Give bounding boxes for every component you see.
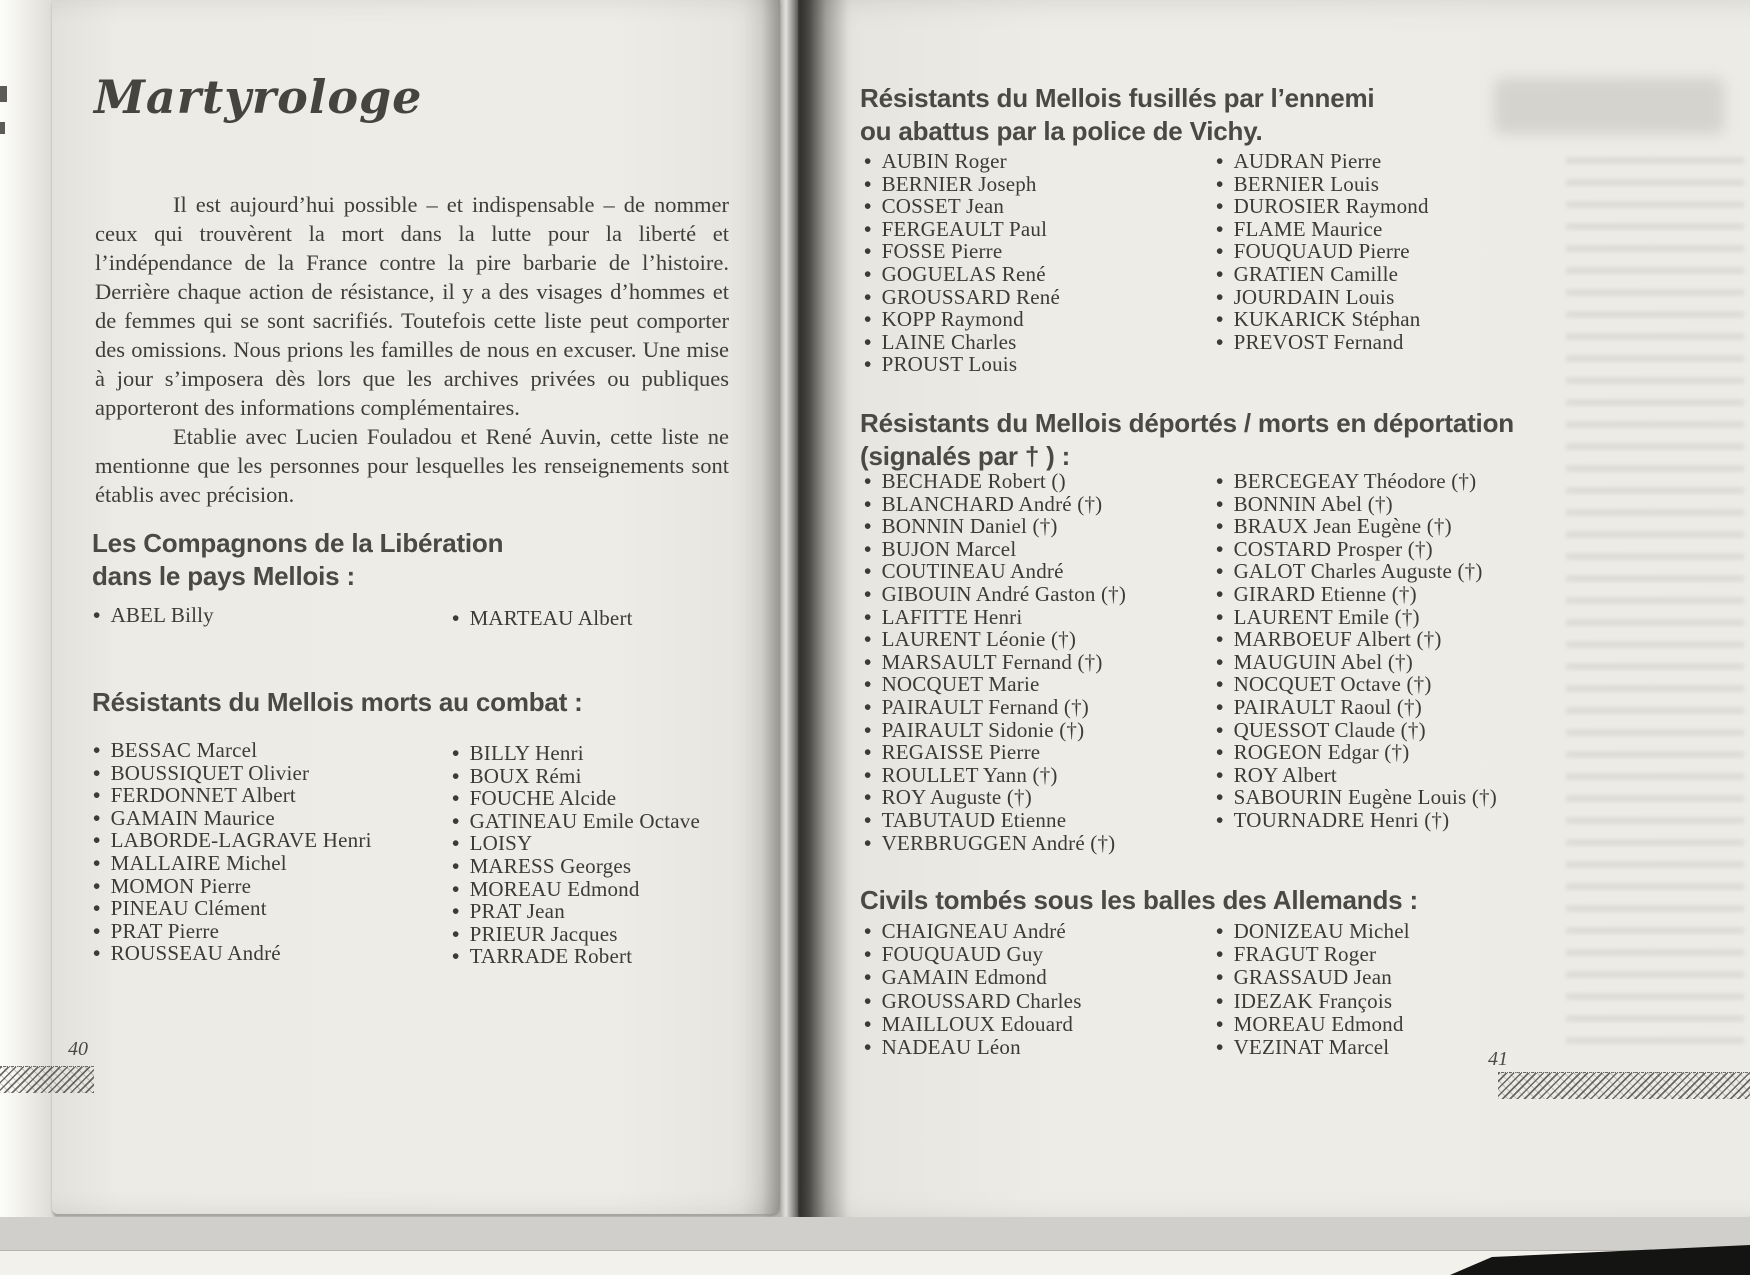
bullet-icon: •	[1216, 672, 1224, 697]
page-number-right: 41	[1488, 1048, 1508, 1070]
person-list-item	[1216, 651, 1497, 674]
bullet-icon: •	[452, 741, 460, 765]
person-list-item	[864, 741, 1126, 764]
person-list-item	[452, 900, 700, 923]
bullet-icon: •	[1216, 604, 1224, 629]
bullet-icon: •	[1216, 942, 1224, 967]
person-name: DONIZEAU Michel	[1233, 919, 1410, 943]
person-name: COSTARD Prosper (†)	[1233, 536, 1433, 561]
bullet-icon: •	[1216, 469, 1224, 493]
bullet-icon: •	[1216, 329, 1224, 354]
bullet-icon: •	[1216, 307, 1224, 332]
person-list-item	[93, 875, 372, 898]
bullet-icon: •	[1216, 627, 1224, 652]
person-list-item	[864, 583, 1126, 606]
person-name: FERGEAULT Paul	[881, 216, 1048, 241]
person-list-item	[452, 787, 700, 810]
decorative-hatch-band-left	[0, 1066, 94, 1093]
bullet-icon: •	[1216, 171, 1224, 196]
person-name: GRASSAUD Jean	[1233, 965, 1392, 990]
bullet-icon: •	[864, 194, 872, 219]
bullet-icon: •	[93, 918, 101, 943]
person-name: FOUQUAUD Pierre	[1233, 239, 1410, 264]
person-list-item	[93, 807, 372, 830]
person-list-item	[93, 897, 372, 920]
bullet-icon: •	[1216, 536, 1224, 561]
person-list-item	[864, 218, 1060, 241]
bullet-icon: •	[864, 988, 872, 1013]
bullet-icon: •	[1216, 785, 1224, 810]
person-list-item	[864, 150, 1060, 173]
bullet-icon: •	[864, 559, 872, 584]
bullet-icon: •	[1216, 717, 1224, 742]
bullet-icon: •	[452, 921, 460, 946]
name-list-fusilles-col1	[864, 150, 1060, 376]
person-list-item	[1216, 583, 1497, 606]
bullet-icon: •	[93, 805, 101, 830]
person-list-item	[452, 810, 700, 833]
person-name: KOPP Raymond	[881, 307, 1024, 332]
person-list-item	[864, 538, 1126, 561]
person-list-item	[1216, 308, 1429, 331]
section-heading-compagnons: Les Compagnons de la Libération dans le pays Mellois :	[92, 528, 504, 591]
person-name: PRAT Jean	[469, 899, 565, 924]
person-name: ROGEON Edgar (†)	[1233, 740, 1410, 765]
edge-mark	[0, 122, 5, 134]
person-name: GROUSSARD Charles	[881, 988, 1082, 1013]
person-list-item	[864, 920, 1082, 943]
bullet-icon: •	[1216, 261, 1224, 286]
person-name: LAURENT Emile (†)	[1233, 604, 1420, 629]
bullet-icon: •	[1216, 807, 1224, 832]
person-list-item	[864, 173, 1060, 196]
person-list-item	[864, 651, 1126, 674]
person-name: BRAUX Jean Eugène (†)	[1233, 514, 1452, 539]
bullet-icon: •	[864, 261, 872, 286]
person-list-item	[93, 762, 372, 785]
person-name: BERNIER Joseph	[881, 171, 1037, 196]
person-list-item	[864, 195, 1060, 218]
person-name: MOMON Pierre	[110, 873, 252, 898]
bullet-icon: •	[864, 965, 872, 990]
bullet-icon: •	[93, 896, 101, 921]
bullet-icon: •	[864, 239, 872, 264]
person-list-item	[93, 942, 372, 965]
bullet-icon: •	[864, 627, 872, 652]
person-list-item	[1216, 331, 1429, 354]
person-name: MAUGUIN Abel (†)	[1233, 649, 1413, 674]
bullet-icon: •	[452, 944, 460, 969]
person-name: AUBIN Roger	[881, 149, 1007, 173]
bullet-icon: •	[1216, 1035, 1224, 1060]
name-list-civils-col1	[864, 920, 1082, 1059]
bleed-through-ghost-heading	[1494, 78, 1724, 134]
person-list-item	[864, 990, 1082, 1013]
bullet-icon: •	[864, 149, 872, 173]
person-list-item	[864, 606, 1126, 629]
bullet-icon: •	[864, 649, 872, 674]
bullet-icon: •	[864, 604, 872, 629]
bullet-icon: •	[864, 1035, 872, 1060]
person-name: LAURENT Léonie (†)	[881, 627, 1077, 652]
person-name: AUDRAN Pierre	[1233, 149, 1382, 173]
person-list-item	[1216, 764, 1497, 787]
person-list-item	[452, 832, 700, 855]
bullet-icon: •	[864, 329, 872, 354]
person-name: PAIRAULT Sidonie (†)	[881, 717, 1085, 742]
person-list-item	[452, 878, 700, 901]
person-name: COSSET Jean	[881, 194, 1005, 219]
person-name: NOCQUET Octave (†)	[1233, 672, 1432, 697]
person-list-item	[1216, 195, 1429, 218]
person-name: SABOURIN Eugène Louis (†)	[1233, 785, 1497, 810]
person-list-item	[864, 493, 1126, 516]
person-name: ABEL Billy	[110, 603, 214, 627]
person-list-item	[864, 696, 1126, 719]
section-heading-fusilles: Résistants du Mellois fusillés par l’ennemi ou abattus par la police de Vichy.	[860, 83, 1375, 146]
person-list-item	[1216, 943, 1410, 966]
person-name: BILLY Henri	[469, 741, 584, 765]
bullet-icon: •	[93, 828, 101, 853]
person-list-item	[93, 739, 372, 762]
person-name: MARTEAU Albert	[469, 606, 633, 630]
person-list-item	[1216, 240, 1429, 263]
person-list-item	[864, 966, 1082, 989]
page-title: Martyrologe	[94, 70, 423, 124]
bullet-icon: •	[93, 941, 101, 966]
bullet-icon: •	[864, 785, 872, 810]
bullet-icon: •	[93, 873, 101, 898]
bullet-icon: •	[452, 853, 460, 878]
person-name: GAMAIN Maurice	[110, 805, 275, 830]
person-list-item	[93, 829, 372, 852]
person-name: CHAIGNEAU André	[881, 919, 1066, 943]
person-name: BERCEGEAY Théodore (†)	[1233, 469, 1477, 493]
person-name: ROY Auguste (†)	[881, 785, 1032, 810]
person-name: BERNIER Louis	[1233, 171, 1380, 196]
bullet-icon: •	[864, 740, 872, 765]
bullet-icon: •	[864, 807, 872, 832]
person-list-item	[864, 308, 1060, 331]
person-list-item	[864, 719, 1126, 742]
bullet-icon: •	[864, 942, 872, 967]
person-list-item	[452, 765, 700, 788]
person-name: GROUSSARD René	[881, 284, 1060, 309]
person-name: JOURDAIN Louis	[1233, 284, 1395, 309]
person-name: MOREAU Edmond	[1233, 1011, 1404, 1036]
person-name: BONNIN Abel (†)	[1233, 491, 1393, 516]
person-list-item	[864, 943, 1082, 966]
person-list-item	[1216, 719, 1497, 742]
person-name: MAILLOUX Edouard	[881, 1011, 1074, 1036]
person-name: VEZINAT Marcel	[1233, 1035, 1390, 1060]
person-list-item	[1216, 470, 1497, 493]
person-name: PRIEUR Jacques	[469, 921, 618, 946]
bullet-icon: •	[864, 171, 872, 196]
person-name: PREVOST Fernand	[1233, 329, 1404, 354]
page-number-left: 40	[68, 1038, 88, 1060]
person-list-item	[864, 515, 1126, 538]
person-name: NOCQUET Marie	[881, 672, 1040, 697]
person-name: FERDONNET Albert	[110, 783, 296, 808]
person-name: NADEAU Léon	[881, 1035, 1021, 1060]
person-list-item	[1216, 150, 1429, 173]
person-list-item	[1216, 263, 1429, 286]
person-list-item	[864, 560, 1126, 583]
bullet-icon: •	[1216, 1011, 1224, 1036]
bullet-icon: •	[1216, 581, 1224, 606]
person-name: TABUTAUD Etienne	[881, 807, 1067, 832]
bullet-icon: •	[1216, 965, 1224, 990]
person-name: LOISY	[469, 831, 533, 856]
name-list-deportes-col1	[864, 470, 1126, 854]
person-list-item	[864, 331, 1060, 354]
person-list-item	[1216, 218, 1429, 241]
name-list-fusilles-col2	[1216, 150, 1429, 353]
person-list-item	[864, 786, 1126, 809]
person-name: COUTINEAU André	[881, 559, 1064, 584]
name-list-civils-col2	[1216, 920, 1410, 1059]
bullet-icon: •	[864, 694, 872, 719]
person-list-item	[1216, 673, 1497, 696]
person-list-item	[1216, 538, 1497, 561]
name-list-compagnons-col1	[93, 600, 214, 630]
person-list-item	[1216, 1013, 1410, 1036]
person-name: FLAME Maurice	[1233, 216, 1383, 241]
person-name: BOUSSIQUET Olivier	[110, 760, 310, 785]
bullet-icon: •	[1216, 559, 1224, 584]
person-list-item	[1216, 786, 1497, 809]
person-list-item	[1216, 966, 1410, 989]
bullet-icon: •	[864, 919, 872, 943]
bullet-icon: •	[864, 672, 872, 697]
bullet-icon: •	[864, 514, 872, 539]
person-name: FRAGUT Roger	[1233, 942, 1377, 967]
intro-paragraph: Il est aujourd’hui possible – et indispensable – de nommer ceux qui trouvèrent la mort dans la lutte pour la liberté et l’indépendance de la France contre la pire barbarie de l’histoire. Derrière chaque action de résistance, il y a des visages d’hommes et de femmes qui se sont sacrifiés. Toutefois cette liste peut comporter des omissions. Nous prions les familles de nous en excuser. Une mise à jour s’imposera dès lors que les archives privées ou publiques apporteront des informations complémentaires.	[95, 192, 729, 420]
bullet-icon: •	[1216, 919, 1224, 943]
bullet-icon: •	[1216, 284, 1224, 309]
person-name: MARESS Georges	[469, 853, 632, 878]
person-list-item	[452, 945, 700, 968]
person-list-item	[1216, 809, 1497, 832]
person-name: BONNIN Daniel (†)	[881, 514, 1058, 539]
person-name: QUESSOT Claude (†)	[1233, 717, 1426, 742]
person-name: PROUST Louis	[881, 352, 1018, 377]
person-name: REGAISSE Pierre	[881, 740, 1041, 765]
bullet-icon: •	[1216, 740, 1224, 765]
person-name: VERBRUGGEN André (†)	[881, 830, 1116, 855]
bullet-icon: •	[452, 786, 460, 811]
person-list-item	[864, 263, 1060, 286]
bullet-icon: •	[1216, 649, 1224, 674]
person-name: GATINEAU Emile Octave	[469, 808, 701, 833]
person-name: GALOT Charles Auguste (†)	[1233, 559, 1483, 584]
intro-paragraph: Etablie avec Lucien Fouladou et René Auvin, cette liste ne mentionne que les personnes pour lesquelles les renseignements sont établis avec précision.	[95, 424, 729, 507]
person-list-item	[93, 920, 372, 943]
person-list-item	[93, 784, 372, 807]
person-name: ROUSSEAU André	[110, 941, 281, 966]
bullet-icon: •	[1216, 239, 1224, 264]
person-name: DUROSIER Raymond	[1233, 194, 1429, 219]
person-list-item	[864, 240, 1060, 263]
person-name: GOGUELAS René	[881, 261, 1046, 286]
person-name: TARRADE Robert	[469, 944, 633, 969]
person-name: PRAT Pierre	[110, 918, 220, 943]
bullet-icon: •	[864, 469, 872, 493]
person-list-item	[452, 855, 700, 878]
section-heading-deportes: Résistants du Mellois déportés / morts en déportation (signalés par † ) :	[860, 408, 1514, 471]
person-name: BECHADE Robert ()	[881, 469, 1066, 493]
person-name: FOUQUAUD Guy	[881, 942, 1044, 967]
bullet-icon: •	[93, 783, 101, 808]
bullet-icon: •	[1216, 491, 1224, 516]
bullet-icon: •	[452, 808, 460, 833]
section-heading-civils: Civils tombés sous les balles des Allemands :	[860, 885, 1418, 915]
name-list-deportes-col2	[1216, 470, 1497, 832]
decorative-hatch-band-right	[1498, 1072, 1750, 1099]
person-name: GAMAIN Edmond	[881, 965, 1047, 990]
book-gutter-shadow	[762, 0, 848, 1226]
person-name: PINEAU Clément	[110, 896, 267, 921]
person-list-item	[864, 764, 1126, 787]
person-name: LAINE Charles	[881, 329, 1017, 354]
person-name: ROY Albert	[1233, 762, 1337, 787]
bullet-icon: •	[1216, 694, 1224, 719]
person-list-item	[864, 353, 1060, 376]
person-list-item	[864, 470, 1126, 493]
person-name: MARBOEUF Albert (†)	[1233, 627, 1442, 652]
bullet-icon: •	[452, 876, 460, 901]
person-name: GIRARD Etienne (†)	[1233, 581, 1417, 606]
bullet-icon: •	[864, 762, 872, 787]
page-stack-edge	[0, 0, 54, 1232]
person-name: KUKARICK Stéphan	[1233, 307, 1421, 332]
person-list-item	[864, 1036, 1082, 1059]
person-list-item	[93, 852, 372, 875]
bullet-icon: •	[93, 850, 101, 875]
name-list-morts-combat-col2	[452, 742, 700, 968]
bullet-icon: •	[93, 738, 101, 762]
person-name: BOUX Rémi	[469, 763, 582, 788]
person-name: MOREAU Edmond	[469, 876, 640, 901]
person-list-item	[452, 742, 700, 765]
person-list-item	[1216, 1036, 1410, 1059]
person-name: ROULLET Yann (†)	[881, 762, 1058, 787]
bullet-icon: •	[93, 603, 101, 627]
bullet-icon: •	[1216, 988, 1224, 1013]
person-list-item	[1216, 493, 1497, 516]
bullet-icon: •	[864, 1011, 872, 1036]
person-list-item	[1216, 173, 1429, 196]
person-name: GRATIEN Camille	[1233, 261, 1399, 286]
person-name: BLANCHARD André (†)	[881, 491, 1103, 516]
person-name: LABORDE-LAGRAVE Henri	[110, 828, 372, 853]
bullet-icon: •	[864, 830, 872, 855]
person-list-item	[452, 923, 700, 946]
bullet-icon: •	[452, 899, 460, 924]
person-list-item	[864, 628, 1126, 651]
bullet-icon: •	[864, 717, 872, 742]
person-list-item	[864, 832, 1126, 855]
bullet-icon: •	[93, 760, 101, 785]
person-name: PAIRAULT Raoul (†)	[1233, 694, 1422, 719]
bullet-icon: •	[1216, 149, 1224, 173]
bullet-icon: •	[864, 491, 872, 516]
bullet-icon: •	[452, 763, 460, 788]
bullet-icon: •	[1216, 216, 1224, 241]
person-list-item	[93, 600, 214, 630]
bullet-icon: •	[452, 831, 460, 856]
person-list-item	[864, 1013, 1082, 1036]
person-list-item	[452, 603, 633, 633]
person-list-item	[1216, 515, 1497, 538]
person-name: MARSAULT Fernand (†)	[881, 649, 1103, 674]
person-name: BUJON Marcel	[881, 536, 1017, 561]
person-list-item	[864, 809, 1126, 832]
bullet-icon: •	[1216, 762, 1224, 787]
name-list-compagnons-col2	[452, 603, 633, 633]
bullet-icon: •	[1216, 514, 1224, 539]
bullet-icon: •	[864, 284, 872, 309]
person-list-item	[1216, 696, 1497, 719]
person-name: PAIRAULT Fernand (†)	[881, 694, 1089, 719]
person-list-item	[1216, 606, 1497, 629]
name-list-morts-combat-col1	[93, 739, 372, 965]
person-name: GIBOUIN André Gaston (†)	[881, 581, 1127, 606]
person-name: FOSSE Pierre	[881, 239, 1003, 264]
section-heading-morts-au-combat: Résistants du Mellois morts au combat :	[92, 687, 583, 717]
bullet-icon: •	[864, 581, 872, 606]
intro-text	[95, 190, 729, 509]
bullet-icon: •	[864, 352, 872, 377]
person-list-item	[864, 286, 1060, 309]
person-list-item	[1216, 286, 1429, 309]
person-name: MALLAIRE Michel	[110, 850, 287, 875]
bullet-icon: •	[864, 307, 872, 332]
person-name: BESSAC Marcel	[110, 738, 258, 762]
bullet-icon: •	[1216, 194, 1224, 219]
person-list-item	[1216, 990, 1410, 1013]
person-list-item	[1216, 920, 1410, 943]
bullet-icon: •	[864, 536, 872, 561]
edge-mark	[0, 86, 7, 102]
bleed-through-ghost-text	[1566, 150, 1744, 1050]
person-list-item	[1216, 741, 1497, 764]
person-list-item	[1216, 628, 1497, 651]
bullet-icon: •	[864, 216, 872, 241]
bullet-icon: •	[452, 606, 460, 630]
person-name: IDEZAK François	[1233, 988, 1393, 1013]
person-name: LAFITTE Henri	[881, 604, 1023, 629]
person-name: FOUCHE Alcide	[469, 786, 617, 811]
person-name: TOURNADRE Henri (†)	[1233, 807, 1450, 832]
person-list-item	[1216, 560, 1497, 583]
person-list-item	[864, 673, 1126, 696]
